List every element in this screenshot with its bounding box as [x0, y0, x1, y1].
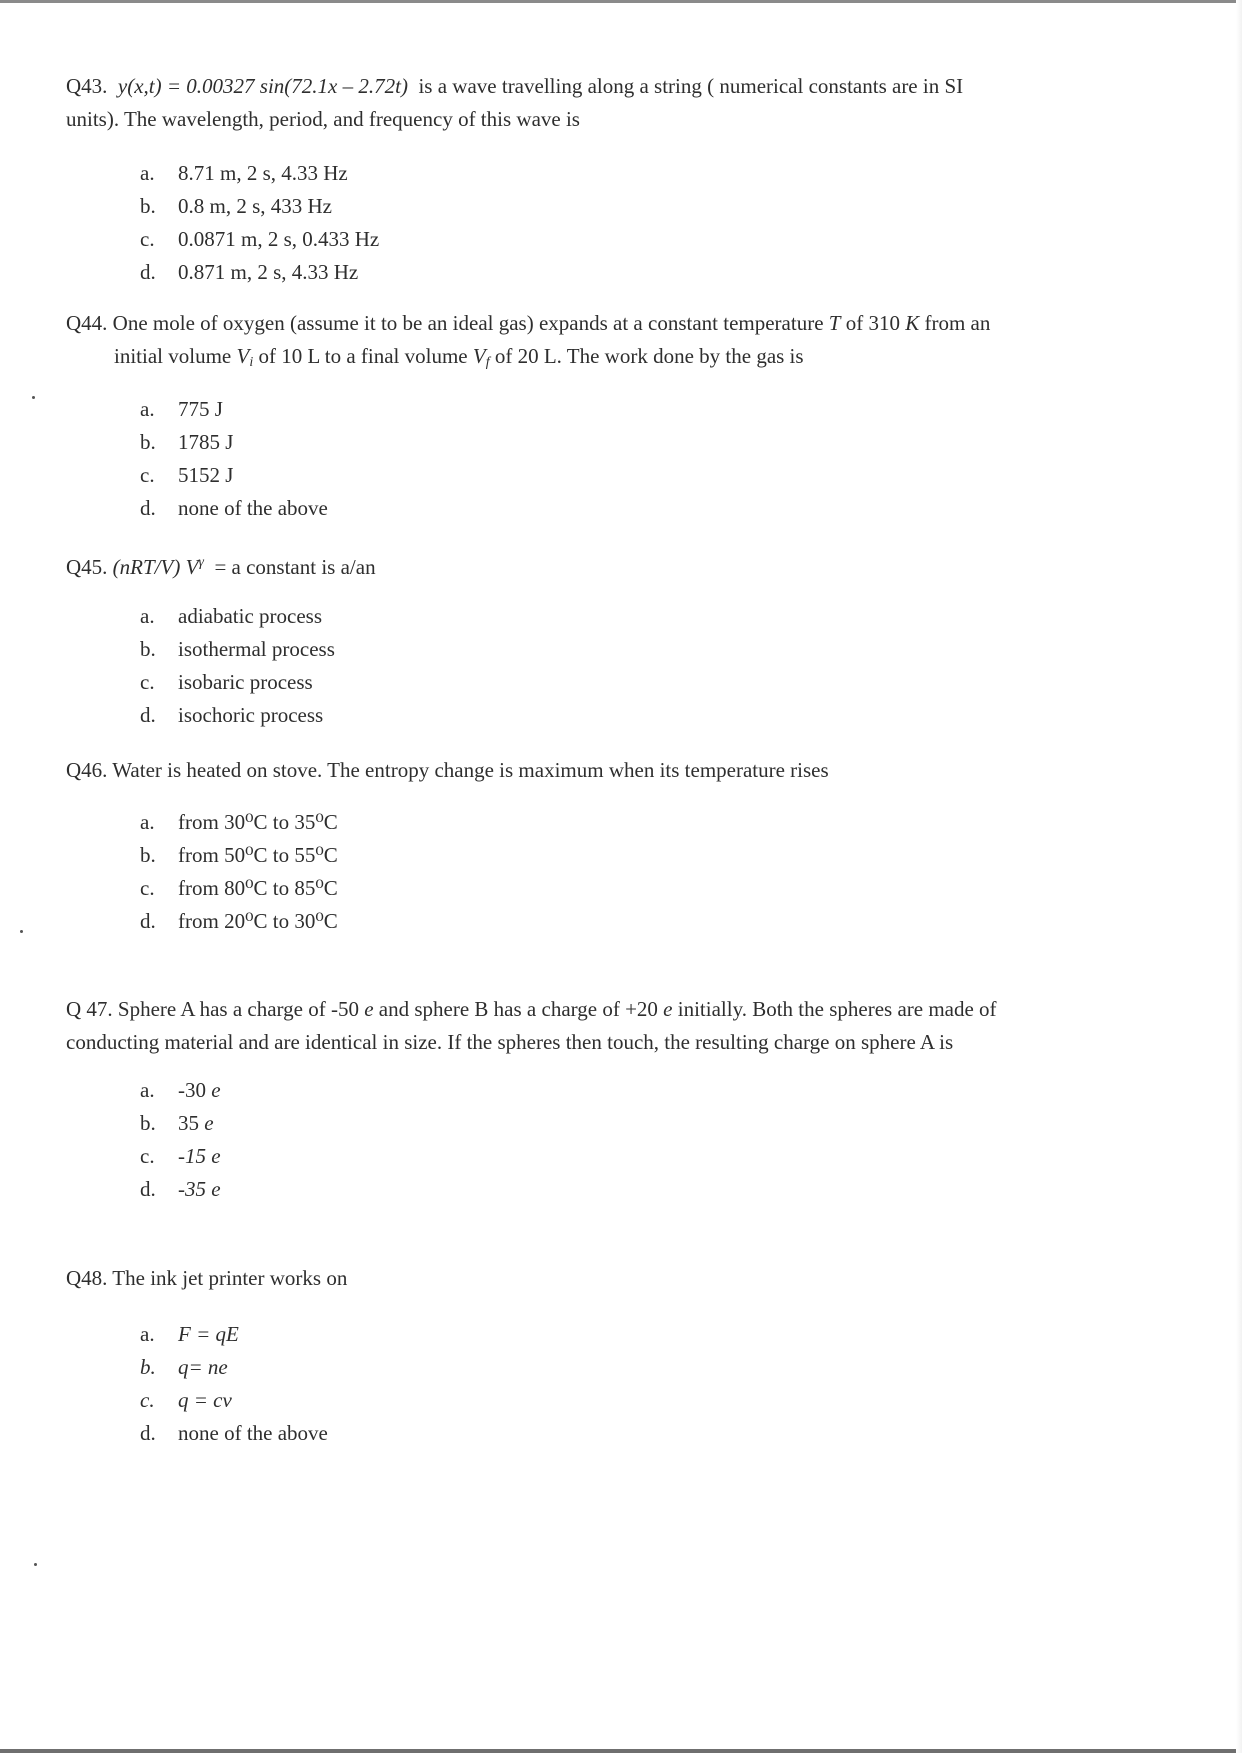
scan-speck [20, 930, 23, 933]
option-d[interactable]: d. from 20⁰C to 30⁰C [140, 909, 338, 933]
scan-edge-right [1236, 0, 1242, 1753]
options-48 [140, 1318, 328, 1450]
option-c[interactable]: c. q = cv [140, 1388, 232, 1412]
option-b[interactable]: b. from 50⁰C to 55⁰C [140, 843, 338, 867]
question-44: Q44. One mole of oxygen (assume it to be an ideal gas) expands at a constant temperature T of 310 K from an initial volume $V_i$ of 10 L to a final volume $V_f$ of 20 L. The work done by the gas is [66, 311, 991, 370]
options-43 [140, 157, 379, 289]
option-a[interactable]: a. from 30⁰C to 35⁰C [140, 810, 338, 834]
question-47: Q 47. Sphere A has a charge of -50 e and sphere B has a charge of +20 e initially. Both the spheres are made of conducting material and are identical in size. If the spheres then touch, the resulting charge on sphere A is [66, 993, 997, 1059]
question-45: Q45. (nRT/V) $V^\gamma = a$ constant is a/an [66, 555, 376, 579]
option-a[interactable]: a. -30 e [140, 1078, 221, 1102]
scan-edge-top [0, 0, 1242, 3]
question-number: Q45. [66, 555, 108, 579]
option-c[interactable]: c. from 80⁰C to 85⁰C [140, 876, 338, 900]
option-d[interactable]: d. none of the above [140, 496, 328, 520]
process-expression: (nRT/V) V [112, 555, 199, 579]
question-number: Q46. [66, 758, 108, 782]
option-b[interactable]: b. 35 e [140, 1111, 214, 1135]
scan-speck [34, 1563, 37, 1566]
scan-speck [32, 396, 35, 399]
question-number: Q 47. [66, 997, 113, 1021]
option-a[interactable]: a. adiabatic process [140, 604, 323, 628]
option-b[interactable]: b. q= ne [140, 1355, 228, 1379]
options-44 [140, 393, 328, 525]
wave-equation: y(x,t) = 0.00327 sin(72.1x – 2.72t) [117, 74, 408, 98]
option-c[interactable]: c. isobaric process [140, 670, 313, 694]
scan-edge-bottom [0, 1749, 1242, 1753]
option-d[interactable]: d. -35 e [140, 1177, 221, 1201]
question-number: Q48. [66, 1266, 108, 1290]
question-number: Q43. [66, 74, 108, 98]
option-b[interactable]: b. 0.8 m, 2 s, 433 Hz [140, 194, 332, 218]
option-d[interactable]: d. none of the above [140, 1421, 328, 1445]
option-a[interactable]: a. F = qE [140, 1322, 239, 1346]
options-47 [140, 1074, 221, 1206]
question-text-line2: units). The wavelength, period, and frequency of this wave is [66, 107, 580, 131]
question-text: is a wave travelling along a string ( numerical constants are in SI [418, 74, 964, 98]
question-48: Q48. The ink jet printer works on [66, 1266, 348, 1290]
question-number: Q44. [66, 311, 108, 335]
option-b[interactable]: b. isothermal process [140, 637, 335, 661]
options-46 [140, 806, 338, 938]
question-46: Q46. Water is heated on stove. The entropy change is maximum when its temperature rises [66, 758, 829, 782]
option-d[interactable]: d. 0.871 m, 2 s, 4.33 Hz [140, 260, 359, 284]
question-43 [66, 70, 963, 136]
option-a[interactable]: a. 8.71 m, 2 s, 4.33 Hz [140, 161, 348, 185]
option-c[interactable]: c. -15 e [140, 1144, 221, 1168]
option-a[interactable]: a. 775 J [140, 397, 223, 421]
question-text-line2: conducting material and are identical in size. If the spheres then touch, the resulting charge on sphere A is [66, 1030, 954, 1054]
option-c[interactable]: c. 0.0871 m, 2 s, 0.433 Hz [140, 227, 380, 251]
option-b[interactable]: b. 1785 J [140, 430, 234, 454]
options-45 [140, 600, 335, 732]
option-d[interactable]: d. isochoric process [140, 703, 324, 727]
option-c[interactable]: c. 5152 J [140, 463, 234, 487]
